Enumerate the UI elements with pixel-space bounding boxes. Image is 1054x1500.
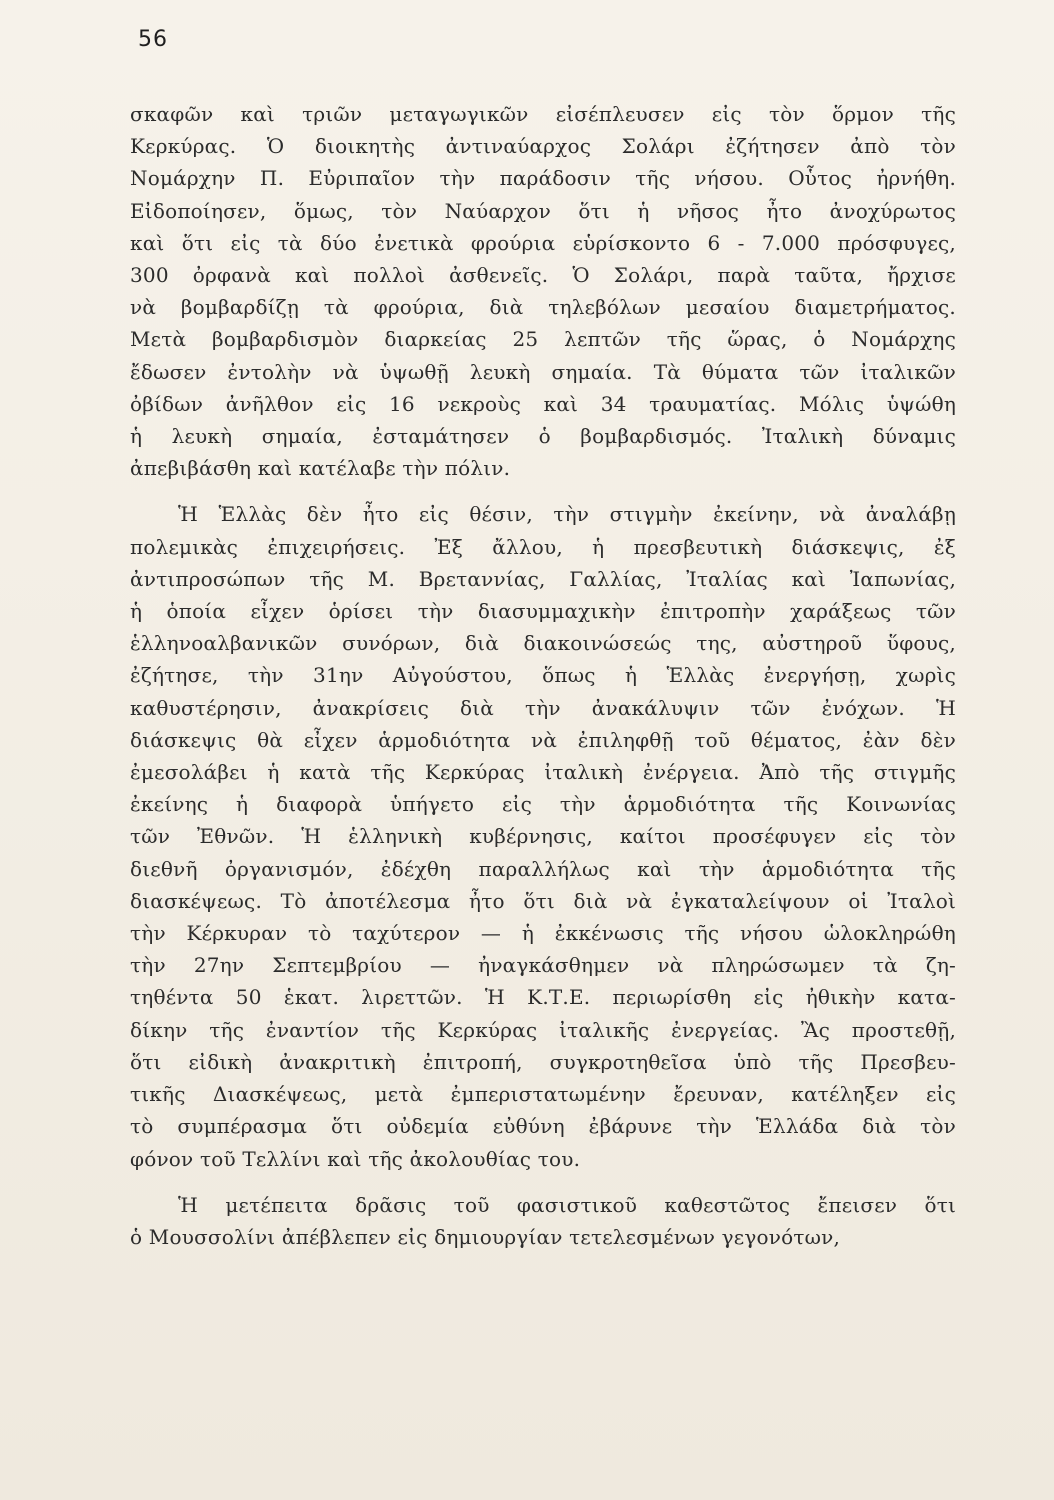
text-line: δίκην τῆς ἐναντίον τῆς Κερκύρας ἰταλικῆς ἐνεργείας. Ἂς προστεθῇ,	[130, 1017, 956, 1042]
text-line: ἐκείνης ἡ διαφορὰ ὑπήγετο εἰς τὴν ἁρμοδιότητα τῆς Κοινωνίας	[130, 792, 956, 817]
text-line: ἑλληνοαλβανικῶν συνόρων, διὰ διακοινώσεώς της, αὐστηροῦ ὕφους,	[130, 631, 956, 656]
text-line: καὶ ὅτι εἰς τὰ δύο ἐνετικὰ φρούρια εὑρίσκοντο 6 - 7.000 πρόσφυγες,	[130, 230, 956, 255]
text-line: ὀβίδων ἀνῆλθον εἰς 16 νεκροὺς καὶ 34 τραυματίας. Μόλις ὑψώθη	[130, 391, 956, 416]
body-text	[130, 98, 956, 1253]
text-line: ὁ Μουσσολίνι ἀπέβλεπεν εἰς δημιουργίαν τετελεσμένων γεγονότων,	[130, 1224, 841, 1249]
text-line: ὅτι εἰδικὴ ἀνακριτικὴ ἐπιτροπή, συγκροτηθεῖσα ὑπὸ τῆς Πρεσβευ-	[130, 1049, 956, 1074]
text-line: διάσκεψις θὰ εἶχεν ἁρμοδιότητα νὰ ἐπιληφθῇ τοῦ θέματος, ἐὰν δὲν	[130, 727, 956, 752]
text-line: καθυστέρησιν, ἀνακρίσεις διὰ τὴν ἀνακάλυψιν τῶν ἐνόχων. Ἡ	[130, 695, 956, 720]
text-line: Ἡ Ἑλλὰς δὲν ἦτο εἰς θέσιν, τὴν στιγμὴν ἐκείνην, νὰ ἀναλάβῃ	[178, 502, 956, 527]
text-line: νὰ βομβαρδίζῃ τὰ φρούρια, διὰ τηλεβόλων μεσαίου διαμετρήματος.	[130, 295, 956, 320]
text-line: Εἰδοποίησεν, ὅμως, τὸν Ναύαρχον ὅτι ἡ νῆσος ἦτο ἀνοχύρωτος	[130, 198, 956, 223]
text-line: Νομάρχην Π. Εὐριπαῖον τὴν παράδοσιν τῆς νήσου. Οὗτος ἠρνήθη.	[130, 166, 956, 191]
text-line: τικῆς Διασκέψεως, μετὰ ἐμπεριστατωμένην ἔρευναν, κατέληξεν εἰς	[130, 1082, 956, 1107]
text-line: φόνον τοῦ Τελλίνι καὶ τῆς ἀκολουθίας του.	[130, 1146, 581, 1171]
text-line: τὴν 27ην Σεπτεμβρίου — ἠναγκάσθημεν νὰ πληρώσωμεν τὰ ζη-	[130, 953, 956, 978]
text-line: διασκέψεως. Τὸ ἀποτέλεσμα ἦτο ὅτι διὰ νὰ ἐγκαταλείψουν οἱ Ἰταλοὶ	[130, 888, 956, 913]
text-line: Ἡ μετέπειτα δρᾶσις τοῦ φασιστικοῦ καθεστῶτος ἔπεισεν ὅτι	[178, 1192, 956, 1217]
text-line: ἡ λευκὴ σημαία, ἐσταμάτησεν ὁ βομβαρδισμός. Ἰταλικὴ δύναμις	[130, 424, 956, 449]
text-line: πολεμικὰς ἐπιχειρήσεις. Ἐξ ἄλλου, ἡ πρεσβευτικὴ διάσκεψις, ἐξ	[130, 534, 956, 559]
text-line: ἔδωσεν ἐντολὴν νὰ ὑψωθῇ λευκὴ σημαία. Τὰ θύματα τῶν ἰταλικῶν	[130, 359, 956, 384]
text-line: σκαφῶν καὶ τριῶν μεταγωγικῶν εἰσέπλευσεν εἰς τὸν ὅρμον τῆς	[130, 102, 956, 126]
text-line: τηθέντα 50 ἑκατ. λιρεττῶν. Ἡ Κ.Τ.Ε. περιωρίσθη εἰς ἠθικὴν κατα-	[130, 985, 956, 1010]
text-line: τὴν Κέρκυραν τὸ ταχύτερον — ἡ ἐκκένωσις τῆς νήσου ὡλοκληρώθη	[130, 921, 956, 946]
paragraph	[130, 498, 956, 1174]
text-line: τῶν Ἐθνῶν. Ἡ ἑλληνικὴ κυβέρνησις, καίτοι προσέφυγεν εἰς τὸν	[130, 824, 956, 849]
paragraph	[130, 1189, 956, 1253]
text-line: τὸ συμπέρασμα ὅτι οὐδεμία εὐθύνη ἐβάρυνε τὴν Ἑλλάδα διὰ τὸν	[130, 1114, 956, 1139]
text-line: Μετὰ βομβαρδισμὸν διαρκείας 25 λεπτῶν τῆς ὥρας, ὁ Νομάρχης	[130, 327, 956, 352]
text-line: ἐμεσολάβει ἡ κατὰ τῆς Κερκύρας ἰταλικὴ ἐνέργεια. Ἀπὸ τῆς στιγμῆς	[130, 760, 956, 785]
text-line: 300 ὀρφανὰ καὶ πολλοὶ ἀσθενεῖς. Ὁ Σολάρι, παρὰ ταῦτα, ἤρχισε	[130, 263, 956, 288]
text-line: ἐζήτησε, τὴν 31ην Αὐγούστου, ὅπως ἡ Ἑλλὰς ἐνεργήσῃ, χωρὶς	[130, 663, 956, 688]
text-line: διεθνῆ ὀργανισμόν, ἐδέχθη παραλλήλως καὶ τὴν ἁρμοδιότητα τῆς	[130, 856, 956, 881]
text-line: ἡ ὁποία εἶχεν ὁρίσει τὴν διασυμμαχικὴν ἐπιτροπὴν χαράξεως τῶν	[130, 599, 956, 624]
text-line: ἀντιπροσώπων τῆς Μ. Βρεταννίας, Γαλλίας, Ἰταλίας καὶ Ἰαπωνίας,	[130, 566, 956, 591]
text-line: ἀπεβιβάσθη καὶ κατέλαβε τὴν πόλιν.	[130, 456, 511, 481]
paragraph	[130, 98, 956, 484]
text-line: Κερκύρας. Ὁ διοικητὴς ἀντιναύαρχος Σολάρι ἐζήτησεν ἀπὸ τὸν	[130, 134, 956, 159]
page-number: 56	[138, 27, 168, 52]
